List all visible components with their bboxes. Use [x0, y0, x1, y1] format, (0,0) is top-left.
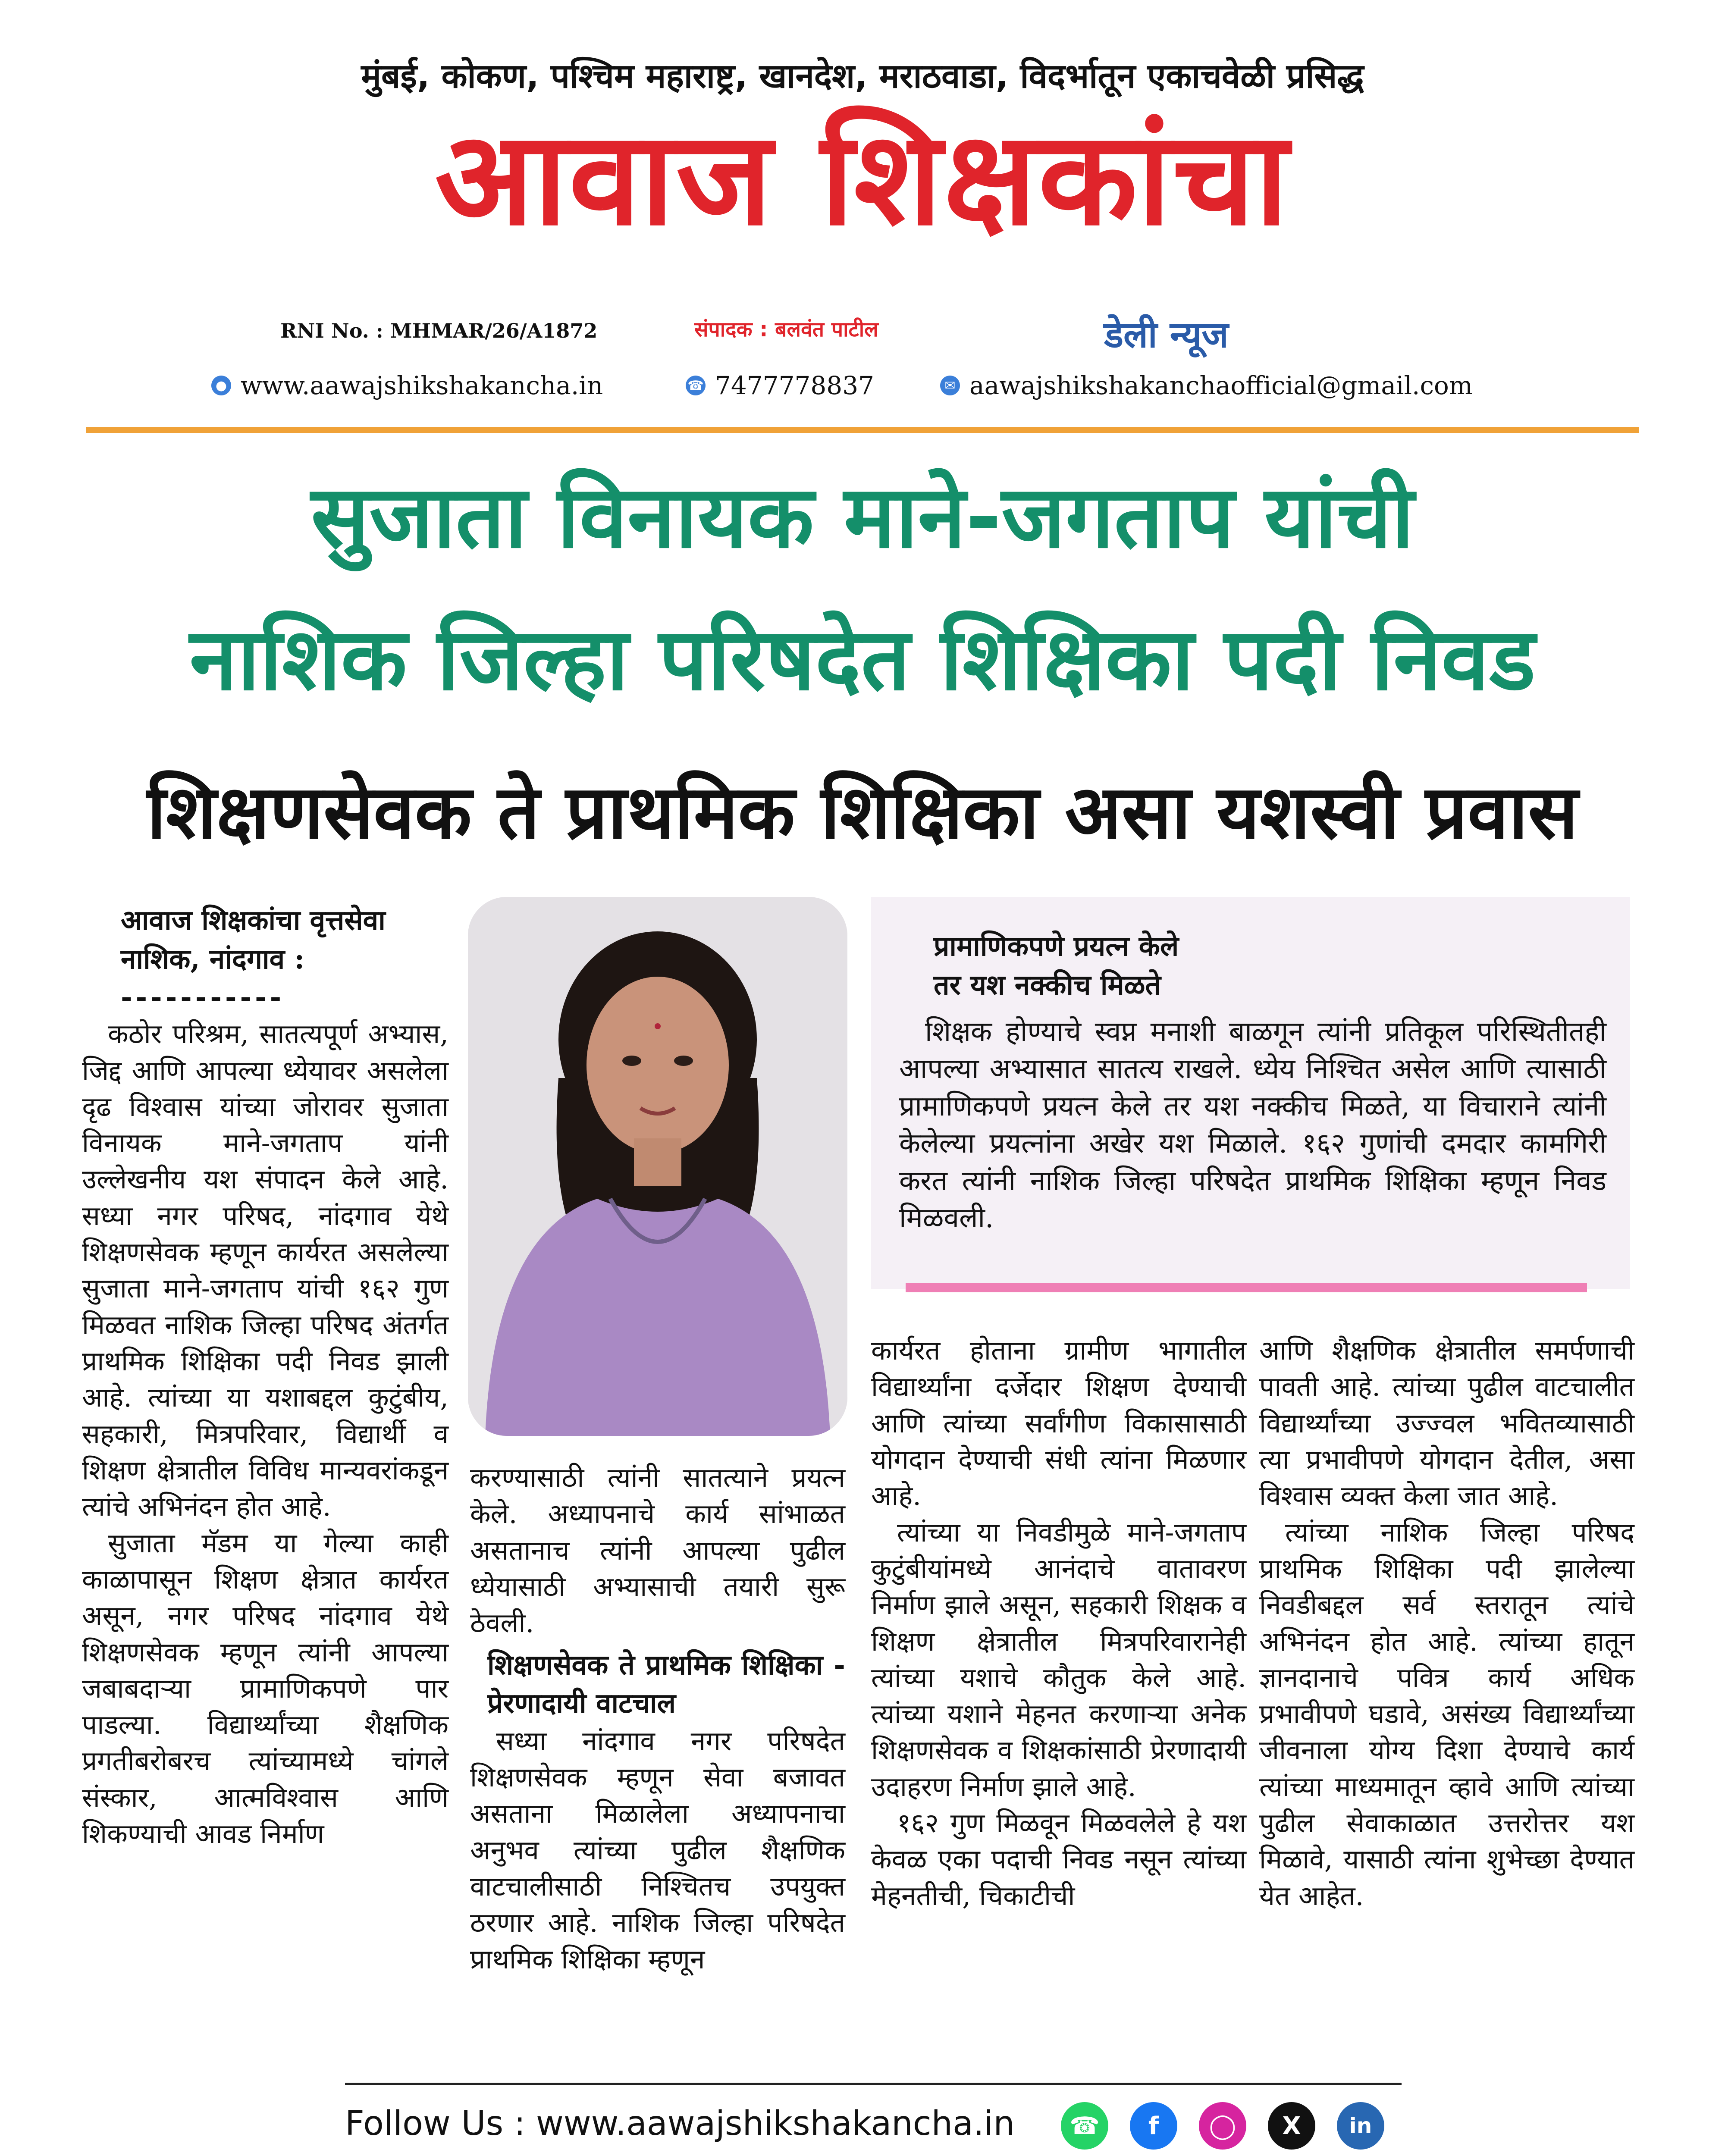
box-title-line-1: प्रामाणिकपणे प्रयत्न केले [934, 930, 1179, 962]
editor-credit: संपादक : बलवंत पाटील [694, 317, 878, 342]
article-paragraph: सध्या नांदगाव नगर परिषदेत शिक्षणसेवक म्हणून सेवा बजावत असताना मिळालेला अध्यापनाचा अनुभव त्यांच्या पुढील शैक्षणिक वाटचालीसाठी निश्चितच उपयुक्त ठरणार आहे. नाशिक जिल्हा परिषदेत प्राथमिक शिक्षिका म्हणून [470, 1725, 845, 1975]
email-text: aawajshikshakanchaofficial@gmail.com [969, 371, 1473, 400]
facebook-icon[interactable]: f [1130, 2102, 1177, 2150]
article-column-4 [1259, 1332, 1634, 1914]
website-contact[interactable] [211, 371, 603, 400]
teacher-portrait-photo [468, 897, 847, 1436]
follow-us-link[interactable]: Follow Us : www.aawajshikshakancha.in [345, 2104, 1015, 2143]
article-paragraph: कार्यरत होताना ग्रामीण भागातील विद्यार्थ्यांना दर्जेदार शिक्षण देण्याची आणि त्यांच्या सर्वांगीण विकासासाठी योगदान देण्याची संधी त्यांना मिळणार आहे. [871, 1335, 1246, 1512]
article-paragraph: १६२ गुण मिळवून मिळवलेले हे यश केवळ एका पदाची निवड नसून त्यांच्या मेहनतीची, चिकाटीची [871, 1807, 1246, 1912]
headline-line-1: सुजाता विनायक माने-जगताप यांची [311, 467, 1414, 567]
masthead-tagline: मुंबई, कोकण, पश्चिम महाराष्ट्र, खानदेश, मराठवाडा, विदर्भातून एकाचवेळी प्रसिद्ध [361, 57, 1364, 96]
email-contact[interactable] [940, 371, 1473, 400]
article-paragraph: करण्यासाठी त्यांनी सातत्याने प्रयत्न केले. अध्यापनाचे कार्य सांभाळत असतानाच त्यांनी आपल्या पुढील ध्येयासाठी अभ्यासाची तयारी सुरू ठेवली. [470, 1462, 845, 1639]
header-divider [86, 427, 1639, 433]
portrait-illustration [468, 897, 847, 1436]
phone-text: 7477778837 [715, 371, 875, 400]
headline-line-2: नाशिक जिल्हा परिषदेत शिक्षिका पदी निवड [189, 609, 1536, 710]
email-icon: ✉ [940, 376, 960, 395]
daily-news-label: डेली न्यूज [1104, 313, 1229, 356]
x-icon[interactable]: X [1268, 2102, 1315, 2150]
globe-icon: ● [211, 376, 231, 395]
box-title-line-2: तर यश नक्कीच मिळते [934, 968, 1161, 1001]
rni-number: RNI No. : MHMAR/26/A1872 [280, 319, 598, 342]
website-text: www.aawajshikshakancha.in [241, 371, 603, 400]
article-column-2 [470, 1460, 845, 1977]
article-paragraph: कठोर परिश्रम, सातत्यपूर्ण अभ्यास, जिद्द आणि आपल्या ध्येयावर असलेला दृढ विश्वास यांच्या जोरावर सुजाता विनायक माने-जगताप यांनी उल्लेखनीय यश संपादन केले आहे. सध्या नगर परिषद, नांदगाव येथे शिक्षणसेवक म्हणून कार्यरत असलेल्या सुजाता माने-जगताप यांची १६२ गुण मिळवत नाशिक जिल्हा परिषद अंतर्गत प्राथमिक शिक्षिका पदी निवड झाली आहे. त्यांच्या या यशाबद्दल कुटुंबीय, सहकारी, मित्रपरिवार, विद्यार्थी व शिक्षण क्षेत्रातील विविध मान्यवरांकडून त्यांचे अभिनंदन होत आहे. [82, 1018, 448, 1523]
box-accent-rule [906, 1283, 1587, 1292]
article-paragraph: त्यांच्या या निवडीमुळे माने-जगताप कुटुंबीयांमध्ये आनंदाचे वातावरण निर्माण झाले असून, सहकारी शिक्षक व शिक्षण क्षेत्रातील मित्रपरिवारानेही त्यांच्या यशाचे कौतुक केले आहे. त्यांच्या यशाने मेहनत करणाऱ्या अनेक शिक्षणसेवक व शिक्षकांसाठी प्रेरणादायी उदाहरण निर्माण झाले आहे. [871, 1516, 1246, 1802]
instagram-icon[interactable]: ◯ [1199, 2102, 1246, 2150]
subheadline: शिक्षणसेवक ते प्राथमिक शिक्षिका असा यशस्वी प्रवास [147, 769, 1578, 856]
article-paragraph: आणि शैक्षणिक क्षेत्रातील समर्पणाची पावती आहे. त्यांच्या पुढील वाटचालीत विद्यार्थ्यांच्या उज्ज्वल भवितव्यासाठी त्या प्रभावीपणे योगदान देतील, असा विश्वास व्यक्त केला जात आहे. [1259, 1335, 1634, 1512]
byline-separator: ----------- [121, 981, 285, 1014]
article-column-1 [82, 901, 448, 1852]
box-paragraph: शिक्षक होण्याचे स्वप्न मनाशी बाळगून त्यांनी प्रतिकूल परिस्थितीतही आपल्या अभ्यासात सातत्य राखले. ध्येय निश्चित असेल आणि त्यासाठी प्रामाणिकपणे प्रयत्न केले तर यश नक्कीच मिळते, या विचाराने त्यांनी केलेल्या प्रयत्नांना अखेर यश मिळाले. १६२ गुणांची दमदार कामगिरी करत त्यांनी नाशिक जिल्हा परिषदेत प्राथमिक शिक्षिका म्हणून निवड मिळवली. [899, 1016, 1606, 1234]
article-paragraph: सुजाता मॅडम या गेल्या काही काळापासून शिक्षण क्षेत्रात कार्यरत असून, नगर परिषद नांदगाव येथे शिक्षणसेवक म्हणून त्यांनी आपल्या जबाबदाऱ्या प्रामाणिकपणे पार पाडल्या. विद्यार्थ्यांच्या शैक्षणिक प्रगतीबरोबरच त्यांच्यामध्ये चांगले संस्कार, आत्मविश्वास आणि शिकण्याची आवड निर्माण [82, 1527, 448, 1850]
masthead-title: आवाज शिक्षकांचा [435, 103, 1290, 254]
box-body [899, 1013, 1606, 1237]
whatsapp-icon[interactable]: ☎ [1061, 2102, 1108, 2150]
section-subheading: शिक्षणसेवक ते प्राथमिक शिक्षिका - प्रेरणादायी वाटचाल [487, 1648, 845, 1720]
article-column-3 [871, 1332, 1246, 1914]
highlight-box [871, 897, 1630, 1289]
article-paragraph: त्यांच्या नाशिक जिल्हा परिषद प्राथमिक शिक्षिका पदी झालेल्या निवडीबद्दल सर्व स्तरातून त्यांचे अभिनंदन होत आहे. त्यांच्या हातून ज्ञानदानाचे पवित्र कार्य अधिक प्रभावीपणे घडावे, असंख्य विद्यार्थ्यांच्या जीवनाला योग्य दिशा देण्याचे कार्य त्यांच्या माध्यमातून व्हावे आणि त्यांच्या पुढील सेवाकाळात उत्तरोत्तर यश मिळावे, यासाठी त्यांना शुभेच्छा देण्यात येत आहेत. [1259, 1516, 1634, 1912]
byline-agency: आवाज शिक्षकांचा वृत्तसेवा [121, 904, 386, 937]
footer-top-rule [345, 2083, 1402, 2085]
phone-contact[interactable] [686, 371, 874, 400]
linkedin-icon[interactable]: in [1337, 2102, 1384, 2150]
phone-icon: ☎ [686, 376, 706, 395]
byline-location: नाशिक, नांदगाव : [121, 943, 305, 975]
